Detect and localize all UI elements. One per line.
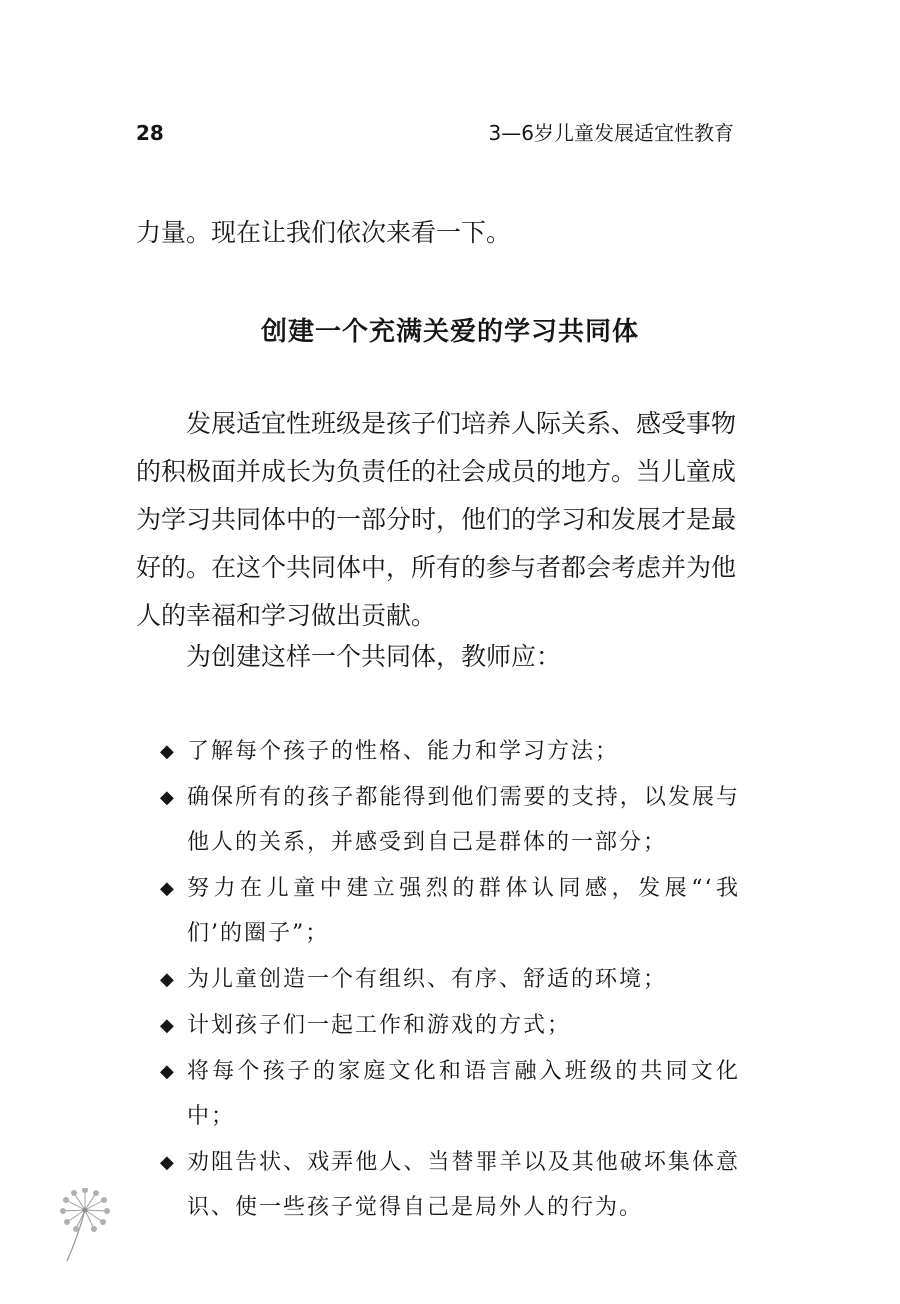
list-item-text: 劝阻告状、戏弄他人、当替罪羊以及其他破坏集体意识、使一些孩子觉得自己是局外人的行为。	[187, 1150, 740, 1220]
list-item	[160, 1003, 740, 1048]
lead-in-text: 为创建这样一个共同体，教师应：	[186, 642, 562, 671]
list-item-text: 计划孩子们一起工作和游戏的方式；	[187, 1013, 572, 1038]
list-item	[160, 1140, 740, 1230]
list-item-text: 努力在儿童中建立强烈的群体认同感，发展“‘我们’的圈子”；	[187, 876, 740, 946]
diamond-bullet-icon: ◆	[160, 969, 174, 990]
diamond-bullet-icon: ◆	[160, 1152, 174, 1173]
list-item-text: 了解每个孩子的性格、能力和学习方法；	[187, 739, 620, 764]
dandelion-icon	[55, 1188, 115, 1267]
running-title: 3—6岁儿童发展适宜性教育	[488, 121, 734, 145]
continued-text: 力量。现在让我们依次来看一下。	[136, 218, 512, 247]
list-item	[160, 729, 740, 774]
list-item-text: 为儿童创造一个有组织、有序、舒适的环境；	[187, 967, 668, 992]
section-paragraph: 发展适宜性班级是孩子们培养人际关系、感受事物的积极面并成长为负责任的社会成员的地方。当儿童成为学习共同体中的一部分时，他们的学习和发展才是最好的。在这个共同体中，所有的参与者都会考虑并为他人的幸福和学习做出贡献。	[136, 409, 737, 630]
diamond-bullet-icon: ◆	[160, 878, 174, 899]
diamond-bullet-icon: ◆	[160, 1015, 174, 1036]
section-paragraph-block	[136, 400, 736, 640]
list-item	[160, 1049, 740, 1139]
list-item-text: 将每个孩子的家庭文化和语言融入班级的共同文化中；	[187, 1059, 740, 1129]
list-item	[160, 775, 740, 865]
page-number: 28	[136, 121, 164, 145]
list-item	[160, 957, 740, 1002]
section-heading: 创建一个充满关爱的学习共同体	[260, 317, 639, 347]
list-item	[160, 866, 740, 956]
list-item-text: 确保所有的孩子都能得到他们需要的支持，以发展与他人的关系，并感受到自己是群体的一部分；	[187, 785, 740, 855]
recommendation-list	[160, 729, 740, 1231]
diamond-bullet-icon: ◆	[160, 1061, 174, 1082]
diamond-bullet-icon: ◆	[160, 787, 174, 808]
diamond-bullet-icon: ◆	[160, 741, 174, 762]
